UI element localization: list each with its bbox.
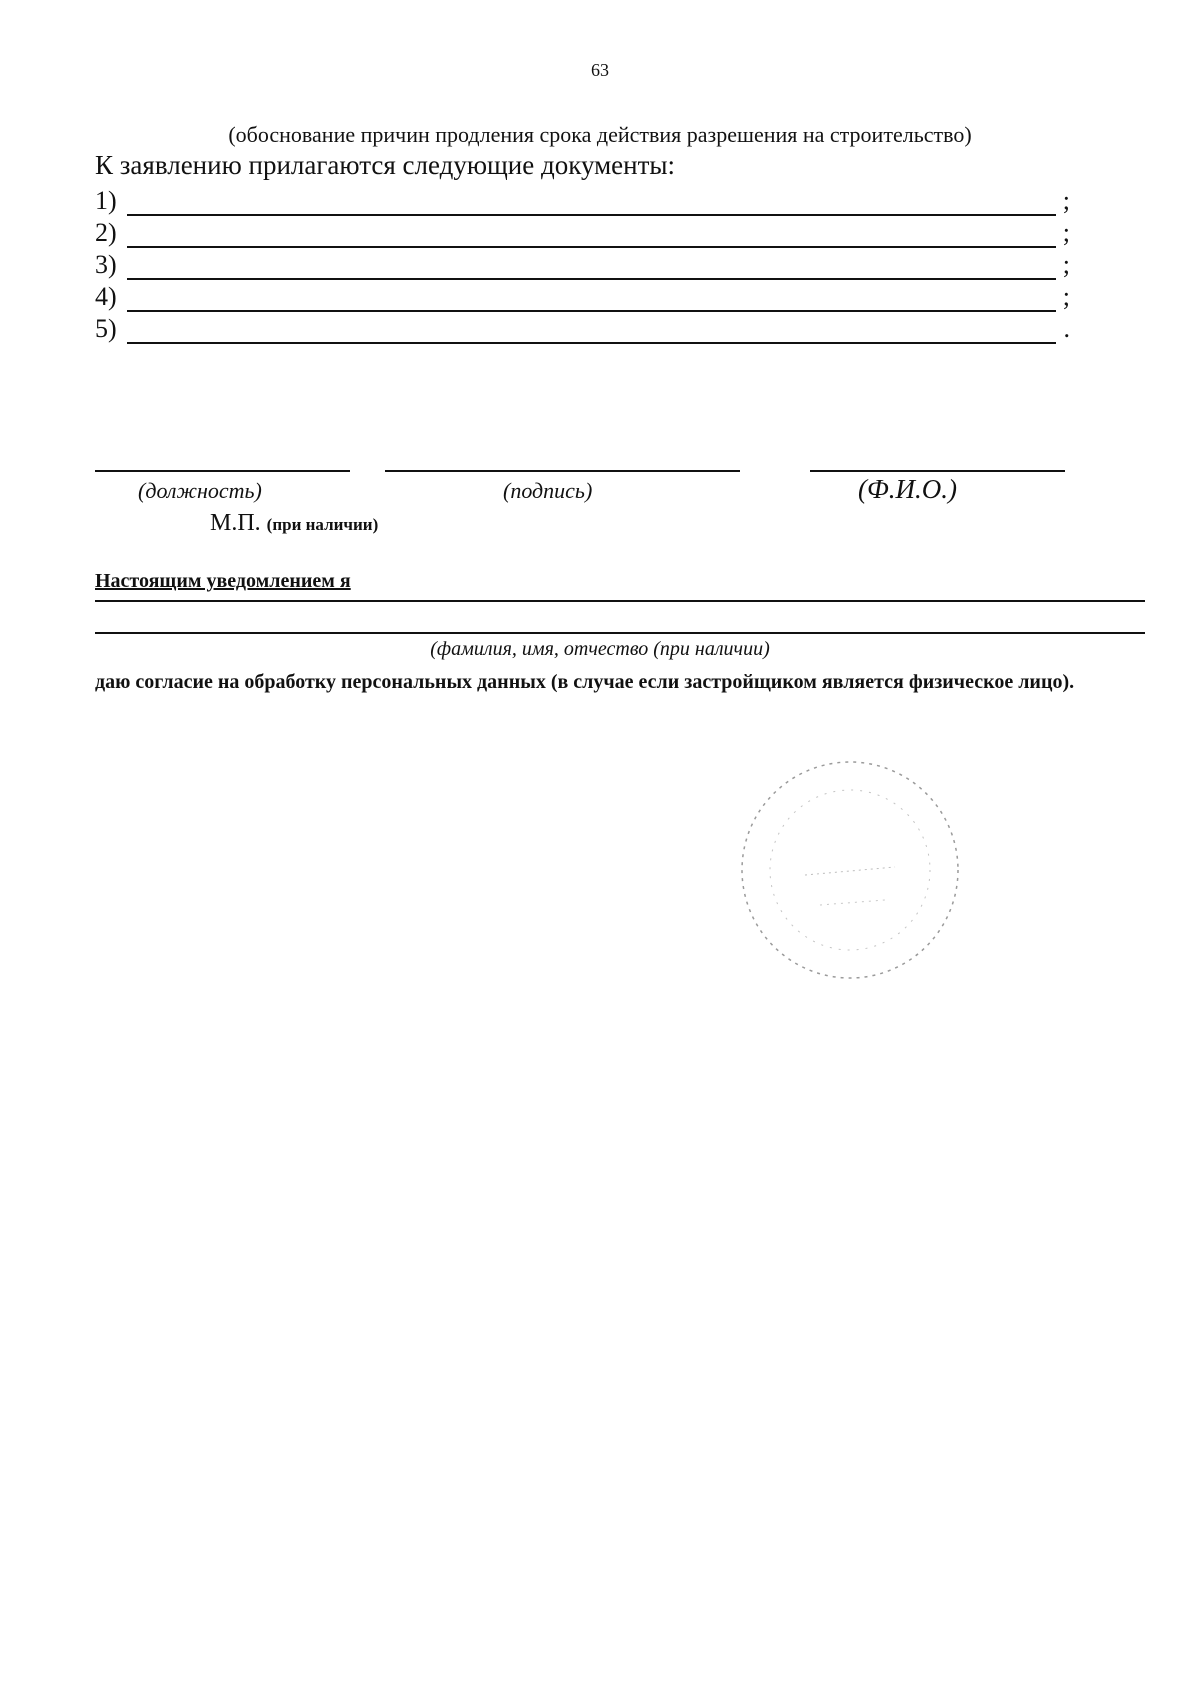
fio-caption: (Ф.И.О.) <box>858 474 957 504</box>
attachment-item-end: . <box>1063 314 1070 343</box>
attachment-item-end: ; <box>1062 250 1070 279</box>
attachment-item <box>95 314 1070 346</box>
attachment-item-number: 3) <box>95 250 117 279</box>
signature-caption: (подпись) <box>503 478 593 503</box>
stamp-placeholder <box>210 510 378 537</box>
attachment-item <box>95 250 1070 282</box>
name-caption: (фамилия, имя, отчество (при наличии) <box>430 638 770 660</box>
attachment-item-line[interactable] <box>127 214 1056 216</box>
position-caption: (должность) <box>138 478 262 503</box>
attachment-item-line[interactable] <box>127 310 1056 312</box>
attachment-item-end: ; <box>1062 186 1070 215</box>
justification-caption: (обоснование причин продления срока действия разрешения на строительство) <box>228 122 972 147</box>
attachment-item-number: 2) <box>95 218 117 247</box>
consent-text: даю согласие на обработку персональных данных (в случае если застройщиком является физическое лицо). <box>95 671 1075 693</box>
notice-label: Настоящим уведомлением я <box>95 570 351 592</box>
stamp-note: (при наличии) <box>266 515 379 534</box>
attachment-item-line[interactable] <box>127 246 1056 248</box>
signature-line[interactable] <box>385 470 740 472</box>
name-line[interactable] <box>95 632 1145 634</box>
fio-line[interactable] <box>810 470 1065 472</box>
page-number: 63 <box>591 60 609 80</box>
attachment-item-number: 4) <box>95 282 117 311</box>
position-line[interactable] <box>95 470 350 472</box>
stamp-label: М.П. <box>210 510 261 536</box>
attachment-item-line[interactable] <box>127 342 1056 344</box>
attachment-item-end: ; <box>1062 218 1070 247</box>
attachment-item-number: 1) <box>95 186 117 215</box>
attachment-item-end: ; <box>1062 282 1070 311</box>
attachment-item <box>95 218 1070 250</box>
notice-row[interactable] <box>95 570 1145 602</box>
attachment-item <box>95 282 1070 314</box>
stamp-seal-icon <box>735 755 965 985</box>
attachment-item-line[interactable] <box>127 278 1056 280</box>
attachment-item <box>95 186 1070 218</box>
attachments-heading: К заявлению прилагаются следующие документы: <box>95 150 676 180</box>
attachment-item-number: 5) <box>95 314 117 343</box>
